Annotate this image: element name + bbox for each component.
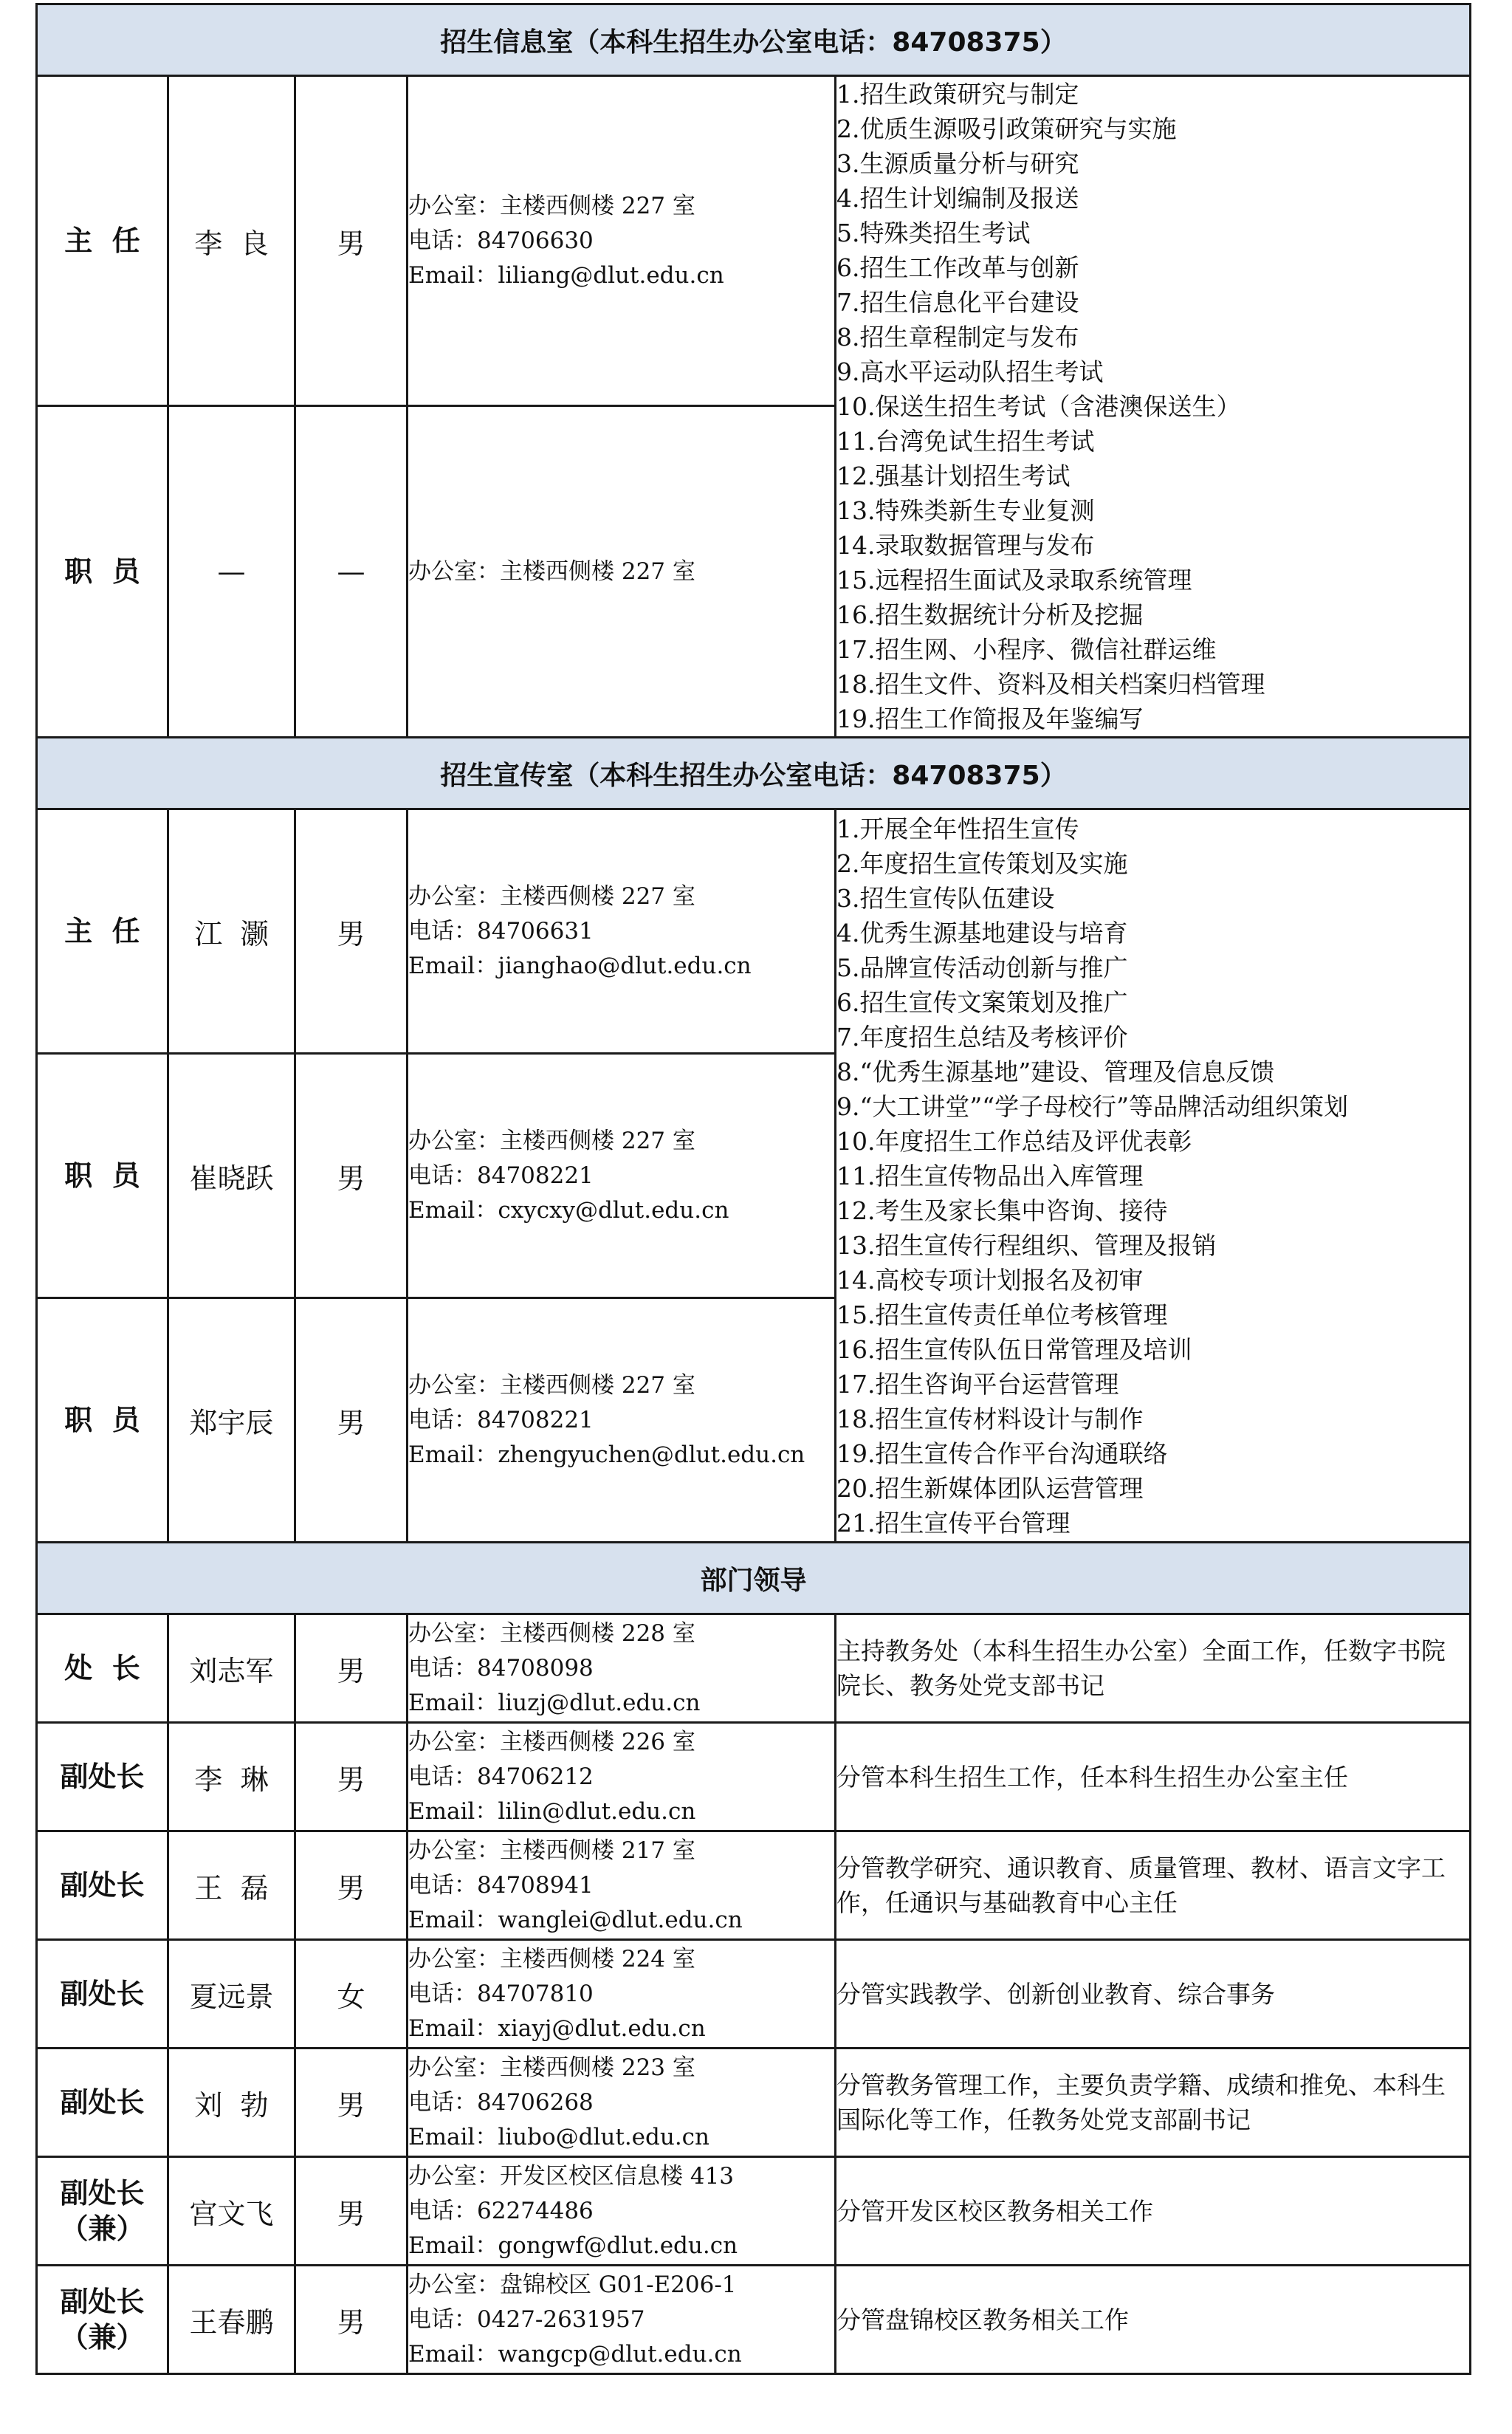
duty-item: 7.招生信息化平台建设 <box>836 288 1079 317</box>
name-cell: 王 磊 <box>168 1831 295 1940</box>
duty-cell: 分管实践教学、创新创业教育、综合事务 <box>836 1940 1471 2049</box>
email-text: Email：liuzj@dlut.edu.cn <box>408 1689 701 1716</box>
office-text: 办公室：主楼西侧楼 227 室 <box>408 1127 695 1154</box>
duty-item: 8.招生章程制定与发布 <box>836 323 1079 352</box>
duty-item: 15.招生宣传责任单位考核管理 <box>836 1300 1168 1329</box>
office-text: 办公室：主楼西侧楼 227 室 <box>408 192 695 219</box>
phone-text: 电话：62274486 <box>408 2197 594 2224</box>
table-row <box>37 2157 1471 2266</box>
name-cell: 夏远景 <box>168 1940 295 2049</box>
contact-cell <box>408 1054 836 1298</box>
role-cell <box>37 1940 168 2049</box>
table-row <box>37 2049 1471 2157</box>
duty-cell: 分管教学研究、通识教育、质量管理、教材、语言文字工作，任通识与基础教育中心主任 <box>836 1831 1471 1940</box>
role-cell: 职 员 <box>37 1054 168 1298</box>
email-text: Email：xiayj@dlut.edu.cn <box>408 2015 706 2042</box>
table-row <box>37 1940 1471 2049</box>
contact-cell <box>408 76 836 406</box>
role-cell: 职 员 <box>37 1298 168 1543</box>
contact-cell <box>408 1940 836 2049</box>
role-concurrent: （兼） <box>60 2321 145 2354</box>
email-text: Email：lilin@dlut.edu.cn <box>408 1797 696 1825</box>
duty-item: 18.招生宣传材料设计与制作 <box>836 1404 1144 1433</box>
duty-item: 13.特殊类新生专业复测 <box>836 496 1095 525</box>
table-row <box>37 1614 1471 1723</box>
role-cell <box>37 2266 168 2374</box>
duty-cell: 主持教务处（本科生招生办公室）全面工作，任数字书院院长、教务处党支部书记 <box>836 1614 1471 1723</box>
duty-item: 1.招生政策研究与制定 <box>836 80 1079 109</box>
sex-cell: 男 <box>295 76 408 406</box>
duty-item: 2.优质生源吸引政策研究与实施 <box>836 114 1177 143</box>
role-cell: 主 任 <box>37 809 168 1054</box>
section-header-promo: 招生宣传室（本科生招生办公室电话：84708375） <box>37 738 1471 809</box>
section-header-info: 招生信息室（本科生招生办公室电话：84708375） <box>37 4 1471 76</box>
sex-cell: 男 <box>295 1723 408 1831</box>
role-title: 副处长 <box>60 2286 145 2318</box>
duty-item: 17.招生咨询平台运营管理 <box>836 1369 1119 1399</box>
contact-cell <box>408 2266 836 2374</box>
duty-item: 6.招生工作改革与创新 <box>836 253 1079 282</box>
name-cell: 江 灏 <box>168 809 295 1054</box>
duty-item: 3.招生宣传队伍建设 <box>836 883 1055 913</box>
name-cell: 王春鹏 <box>168 2266 295 2374</box>
sex-cell: 男 <box>295 809 408 1054</box>
table-row <box>37 2266 1471 2374</box>
duty-item: 4.招生计划编制及报送 <box>836 184 1079 213</box>
duty-item: 3.生源质量分析与研究 <box>836 149 1079 178</box>
sex-cell: 男 <box>295 2049 408 2157</box>
role-title: 处 长 <box>64 1652 140 1684</box>
duty-item: 18.招生文件、资料及相关档案归档管理 <box>836 670 1265 699</box>
office-text: 办公室：主楼西侧楼 227 室 <box>408 882 695 910</box>
name-cell: 宫文飞 <box>168 2157 295 2266</box>
office-text: 办公室：主楼西侧楼 226 室 <box>408 1728 695 1755</box>
email-text: Email：liubo@dlut.edu.cn <box>408 2123 710 2150</box>
role-cell <box>37 1723 168 1831</box>
duty-item: 14.录取数据管理与发布 <box>836 531 1095 560</box>
duty-item: 11.招生宣传物品出入库管理 <box>836 1161 1144 1190</box>
phone-text: 电话：84706212 <box>408 1763 594 1790</box>
name-cell: 刘 勃 <box>168 2049 295 2157</box>
duty-item: 12.强基计划招生考试 <box>836 462 1071 490</box>
name-cell: 郑宇辰 <box>168 1298 295 1543</box>
duty-item: 20.招生新媒体团队运营管理 <box>836 1473 1144 1503</box>
email-text: Email：liliang@dlut.edu.cn <box>408 261 724 289</box>
role-title: 副处长 <box>60 2177 145 2210</box>
duty-item: 14.高校专项计划报名及初审 <box>836 1265 1144 1295</box>
contact-cell <box>408 809 836 1054</box>
section-header-leaders: 部门领导 <box>37 1543 1471 1614</box>
role-cell: 职 员 <box>37 406 168 738</box>
role-title: 副处长 <box>60 1978 145 2010</box>
duty-cell: 分管盘锦校区教务相关工作 <box>836 2266 1471 2374</box>
duty-item: 2.年度招生宣传策划及实施 <box>836 849 1128 878</box>
duty-item: 15.远程招生面试及录取系统管理 <box>836 566 1192 594</box>
contact-cell <box>408 1831 836 1940</box>
email-text: Email：zhengyuchen@dlut.edu.cn <box>408 1441 805 1468</box>
phone-text: 电话：84706631 <box>408 917 594 945</box>
duty-item: 9.“大工讲堂”“学子母校行”等品牌活动组织策划 <box>836 1091 1348 1121</box>
name-cell: 刘志军 <box>168 1614 295 1723</box>
duty-item: 12.考生及家长集中咨询、接待 <box>836 1196 1168 1225</box>
duty-item: 9.高水平运动队招生考试 <box>836 357 1104 386</box>
sex-cell: 男 <box>295 2266 408 2374</box>
sex-cell: 男 <box>295 1614 408 1723</box>
contact-cell <box>408 406 836 738</box>
duty-item: 1.开展全年性招生宣传 <box>836 814 1079 843</box>
duties-list-info <box>836 76 1471 738</box>
contact-cell <box>408 1298 836 1543</box>
email-text: Email：wangcp@dlut.edu.cn <box>408 2340 742 2368</box>
duty-item: 5.品牌宣传活动创新与推广 <box>836 953 1128 982</box>
sex-cell: — <box>295 406 408 738</box>
office-text: 办公室：主楼西侧楼 224 室 <box>408 1945 695 1972</box>
duty-item: 21.招生宣传平台管理 <box>836 1508 1071 1537</box>
sex-cell: 女 <box>295 1940 408 2049</box>
duty-item: 8.“优秀生源基地”建设、管理及信息反馈 <box>836 1057 1275 1086</box>
office-text: 办公室：主楼西侧楼 227 室 <box>408 1371 695 1399</box>
table-row <box>37 76 1471 406</box>
contact-cell <box>408 2049 836 2157</box>
duty-item: 13.招生宣传行程组织、管理及报销 <box>836 1230 1217 1260</box>
phone-text: 电话：84708941 <box>408 1871 594 1899</box>
duty-item: 11.台湾免试生招生考试 <box>836 427 1095 456</box>
duty-item: 6.招生宣传文案策划及推广 <box>836 987 1128 1017</box>
contact-cell <box>408 2157 836 2266</box>
duty-cell: 分管教务管理工作，主要负责学籍、成绩和推免、本科生国际化等工作，任教务处党支部副书记 <box>836 2049 1471 2157</box>
role-title: 副处长 <box>60 1761 145 1793</box>
sex-cell: 男 <box>295 1054 408 1298</box>
duty-list <box>836 812 1469 1540</box>
phone-text: 电话：84706630 <box>408 227 594 254</box>
duty-cell: 分管开发区校区教务相关工作 <box>836 2157 1471 2266</box>
role-cell <box>37 2049 168 2157</box>
office-text: 办公室：开发区校区信息楼 413 <box>408 2162 735 2190</box>
email-text: Email：gongwf@dlut.edu.cn <box>408 2232 738 2259</box>
duty-item: 7.年度招生总结及考核评价 <box>836 1022 1128 1052</box>
contact-cell <box>408 1614 836 1723</box>
name-cell: 李 琳 <box>168 1723 295 1831</box>
duty-list <box>836 77 1469 736</box>
name-cell: 李 良 <box>168 76 295 406</box>
phone-text: 电话：84708098 <box>408 1654 594 1681</box>
name-cell: — <box>168 406 295 738</box>
role-concurrent: （兼） <box>60 2212 145 2245</box>
office-text: 办公室：主楼西侧楼 217 室 <box>408 1837 695 1864</box>
contact-cell <box>408 1723 836 1831</box>
email-text: Email：cxycxy@dlut.edu.cn <box>408 1196 729 1224</box>
staff-directory-table <box>35 3 1471 2375</box>
duty-item: 19.招生工作简报及年鉴编写 <box>836 705 1144 733</box>
duty-item: 5.特殊类招生考试 <box>836 219 1031 247</box>
name-cell: 崔晓跃 <box>168 1054 295 1298</box>
duty-item: 16.招生数据统计分析及挖掘 <box>836 600 1144 629</box>
phone-text: 电话：84708221 <box>408 1162 594 1189</box>
duty-item: 19.招生宣传合作平台沟通联络 <box>836 1439 1168 1468</box>
duty-item: 4.优秀生源基地建设与培育 <box>836 918 1128 947</box>
duty-cell: 分管本科生招生工作，任本科生招生办公室主任 <box>836 1723 1471 1831</box>
role-title: 副处长 <box>60 1869 145 1902</box>
role-cell <box>37 1614 168 1723</box>
email-text: Email：wanglei@dlut.edu.cn <box>408 1906 743 1933</box>
duties-list-promo <box>836 809 1471 1543</box>
phone-text: 电话：84708221 <box>408 1406 594 1433</box>
phone-text: 电话：0427-2631957 <box>408 2306 645 2333</box>
table-row <box>37 1831 1471 1940</box>
phone-text: 电话：84707810 <box>408 1980 594 2007</box>
office-text: 办公室：盘锦校区 G01-E206-1 <box>408 2271 737 2298</box>
sex-cell: 男 <box>295 2157 408 2266</box>
phone-text: 电话：84706268 <box>408 2088 594 2116</box>
email-text: Email：jianghao@dlut.edu.cn <box>408 952 752 979</box>
duty-item: 10.年度招生工作总结及评优表彰 <box>836 1126 1192 1156</box>
leader-rows <box>37 1614 1471 2374</box>
role-title: 副处长 <box>60 2086 145 2119</box>
table-row <box>37 809 1471 1054</box>
role-cell <box>37 2157 168 2266</box>
table-row <box>37 1723 1471 1831</box>
duty-item: 10.保送生招生考试（含港澳保送生） <box>836 392 1241 421</box>
office-text: 办公室：主楼西侧楼 223 室 <box>408 2054 695 2081</box>
role-cell <box>37 1831 168 1940</box>
duty-item: 17.招生网、小程序、微信社群运维 <box>836 635 1217 664</box>
office-text: 办公室：主楼西侧楼 227 室 <box>408 558 695 585</box>
office-text: 办公室：主楼西侧楼 228 室 <box>408 1619 695 1647</box>
sex-cell: 男 <box>295 1298 408 1543</box>
sex-cell: 男 <box>295 1831 408 1940</box>
duty-item: 16.招生宣传队伍日常管理及培训 <box>836 1334 1192 1364</box>
role-cell: 主 任 <box>37 76 168 406</box>
